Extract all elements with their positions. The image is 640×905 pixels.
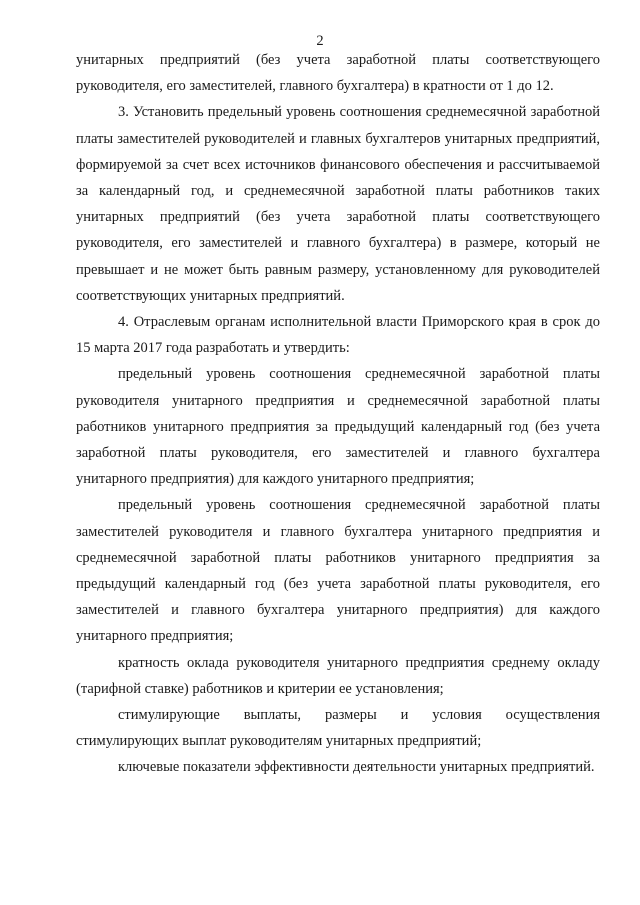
- paragraph-subitem-salary-multiple: кратность оклада руководителя унитарного предприятия среднему окладу (тарифной ставке) работников и критерии ее установления;: [76, 654, 600, 697]
- paragraph-subitem-kpi: ключевые показатели эффективности деятельности унитарных предприятий.: [118, 759, 595, 776]
- paragraph-subitem-incentive-payments: стимулирующие выплаты, размеры и условия осуществления стимулирующих выплат руководителям унитарных предприятий;: [76, 707, 600, 750]
- page-number: 2: [316, 33, 324, 49]
- paragraph-item-4: 4. Отраслевым органам исполнительной власти Приморского края в срок до 15 марта 2017 года разработать и утвердить:: [76, 314, 600, 357]
- paragraph-item-3: 3. Установить предельный уровень соотношения среднемесячной заработной платы заместителей руководителей и главных бухгалтеров унитарных предприятий, формируемой за счет всех источников финансового обеспечения и рассчитываемой за календарный год, и среднемесячной заработной платы работников таких унитарных предприятий (без учета заработной платы соответствующего руководителя, его заместителей и главного бухгалтера) в размере, который не превышает и не может быть равным размеру, установленному для руководителей соответствующих унитарных предприятий.: [76, 104, 600, 304]
- paragraph-continuation: унитарных предприятий (без учета заработной платы соответствующего руководителя, его заместителей, главного бухгалтера) в кратности от 1 до 12.: [76, 52, 600, 95]
- paragraph-subitem-ceo-ratio: предельный уровень соотношения среднемесячной заработной платы руководителя унитарного предприятия и среднемесячной заработной платы работников унитарного предприятия за предыдущий календарный год (без учета заработной платы руководителя, его заместителей и главного бухгалтера унитарного предприятия) для каждого унитарного предприятия;: [76, 366, 600, 488]
- paragraph-subitem-deputies-ratio: предельный уровень соотношения среднемесячной заработной платы заместителей руководителя и главного бухгалтера унитарного предприятия и среднемесячной заработной платы работников унитарного предприятия за предыдущий календарный год (без учета заработной платы руководителя, его заместителей и главного бухгалтера унитарного предприятия) для каждого унитарного предприятия;: [76, 497, 600, 645]
- document-body: [76, 47, 600, 781]
